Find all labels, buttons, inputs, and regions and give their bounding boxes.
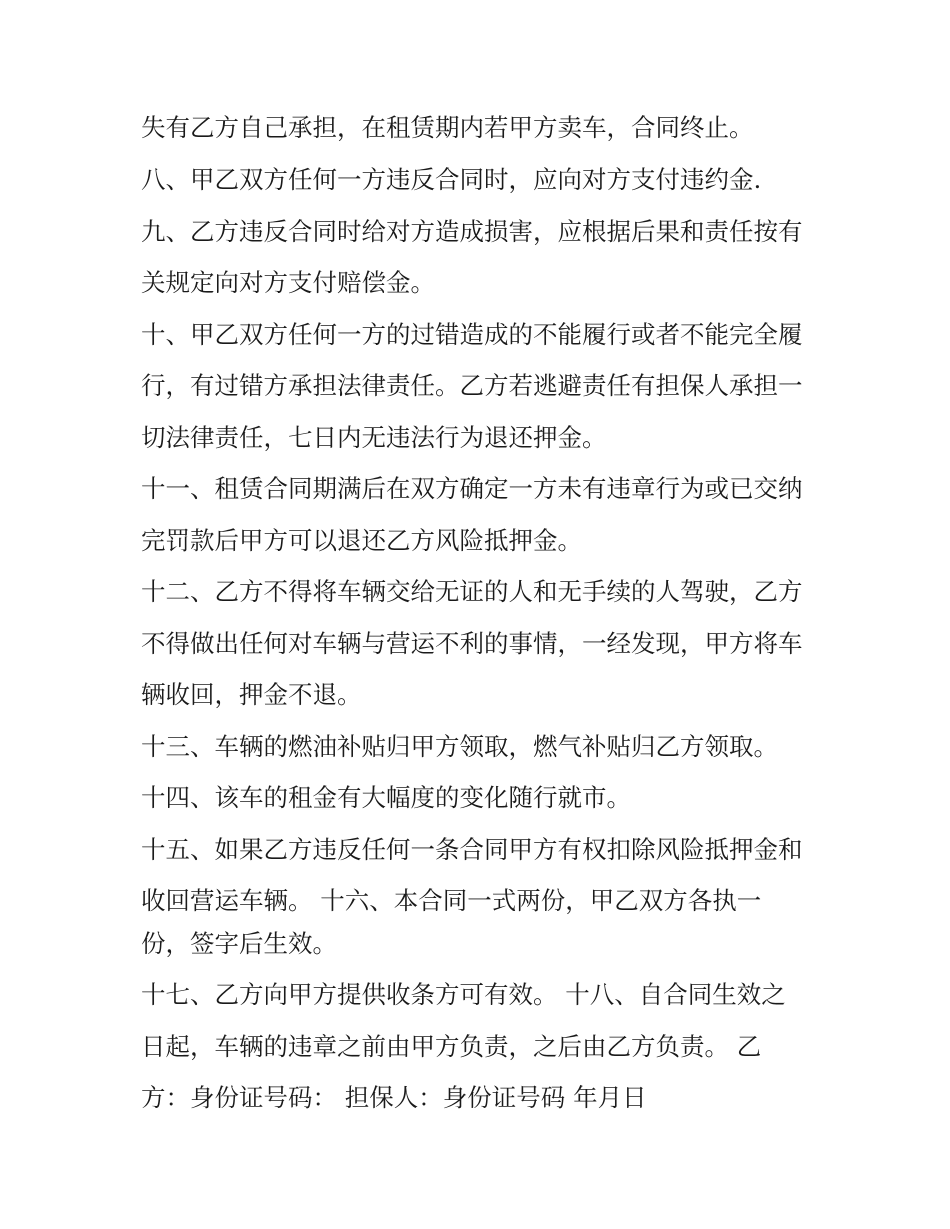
text-line: 十五、如果乙方违反任何一条合同甲方有权扣除风险抵押金和 xyxy=(141,835,803,864)
text-line: 日起，车辆的违章之前由甲方负责，之后由乙方负责。 乙 xyxy=(141,1032,762,1061)
text-line: 切法律责任，七日内无违法行为退还押金。 xyxy=(141,423,607,452)
text-line: 关规定向对方支付赔偿金。 xyxy=(141,268,435,297)
text-line: 份，签字后生效。 xyxy=(141,929,337,958)
text-line: 失有乙方自己承担，在租赁期内若甲方卖车，合同终止。 xyxy=(141,113,754,142)
text-line: 行，有过错方承担法律责任。乙方若逃避责任有担保人承担一 xyxy=(141,371,803,400)
text-line: 十三、车辆的燃油补贴归甲方领取，燃气补贴归乙方领取。 xyxy=(141,732,778,761)
text-line: 十一、租赁合同期满后在双方确定一方未有违章行为或已交纳 xyxy=(141,474,803,503)
text-line: 方：身份证号码： 担保人：身份证号码 年月日 xyxy=(141,1083,647,1112)
text-line: 收回营运车辆。 十六、本合同一式两份，甲乙双方各执一 xyxy=(141,886,762,915)
text-line: 九、乙方违反合同时给对方造成损害，应根据后果和责任按有 xyxy=(141,217,803,246)
text-line: 八、甲乙双方任何一方违反合同时，应向对方支付违约金. xyxy=(141,165,762,194)
text-line: 十七、乙方向甲方提供收条方可有效。 十八、自合同生效之 xyxy=(141,980,786,1009)
text-line: 十、甲乙双方任何一方的过错造成的不能履行或者不能完全履 xyxy=(141,320,803,349)
text-line: 十二、乙方不得将车辆交给无证的人和无手续的人驾驶，乙方 xyxy=(141,577,803,606)
text-line: 不得做出任何对车辆与营运不利的事情，一经发现，甲方将车 xyxy=(141,629,803,658)
text-line: 辆收回，押金不退。 xyxy=(141,680,362,709)
text-line: 完罚款后甲方可以退还乙方风险抵押金。 xyxy=(141,526,582,555)
text-line: 十四、该车的租金有大幅度的变化随行就市。 xyxy=(141,783,631,812)
